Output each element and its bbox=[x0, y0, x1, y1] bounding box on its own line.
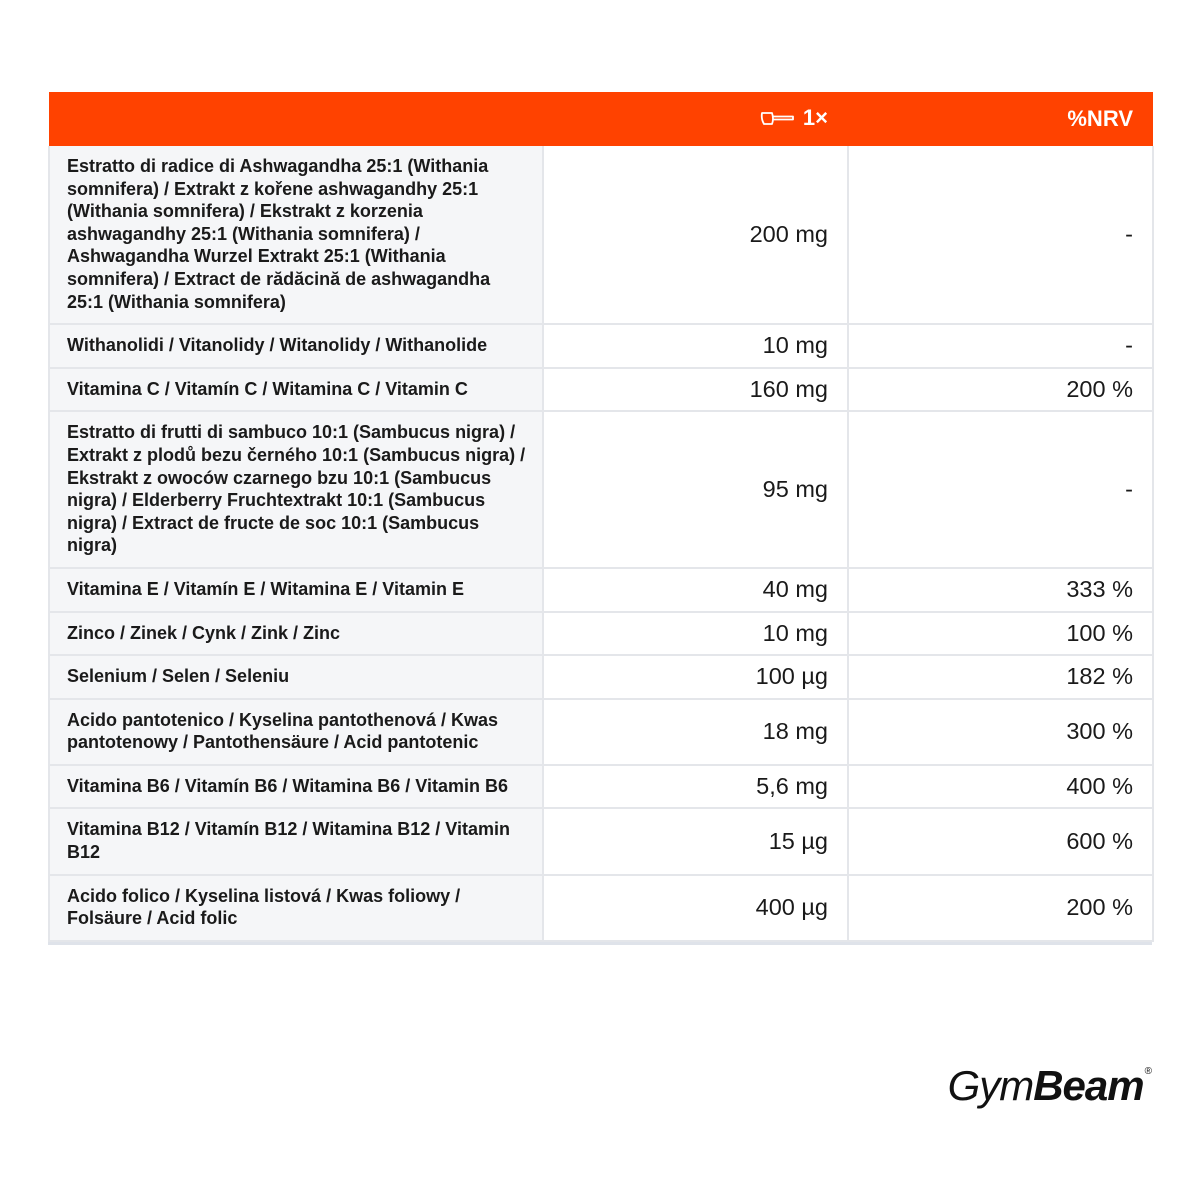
nrv-column-label: %NRV bbox=[1067, 106, 1133, 131]
logo-text-beam: Beam bbox=[1033, 1062, 1144, 1109]
dose-value-cell: 95 mg bbox=[543, 411, 848, 568]
table-row bbox=[49, 655, 1153, 699]
scoop-icon bbox=[759, 109, 795, 127]
ingredient-name-cell: Selenium / Selen / Seleniu bbox=[49, 655, 543, 699]
ingredient-name-cell: Vitamina C / Vitamín C / Witamina C / Vitamin C bbox=[49, 368, 543, 412]
ingredient-name-cell: Vitamina B6 / Vitamín B6 / Witamina B6 / Vitamin B6 bbox=[49, 765, 543, 809]
dose-column-label: 1× bbox=[802, 105, 828, 130]
dose-value-cell: 18 mg bbox=[543, 699, 848, 765]
ingredient-name-cell: Acido pantotenico / Kyselina pantothenová / Kwas pantotenowy / Pantothensäure / Acid pantotenic bbox=[49, 699, 543, 765]
nrv-value-cell: 333 % bbox=[848, 568, 1153, 612]
nrv-value-cell: 400 % bbox=[848, 765, 1153, 809]
table-header bbox=[49, 92, 1153, 146]
logo-text-gym: Gym bbox=[947, 1062, 1034, 1109]
table-row bbox=[49, 765, 1153, 809]
registered-mark: ® bbox=[1144, 1066, 1152, 1077]
dose-value-cell: 100 µg bbox=[543, 655, 848, 699]
dose-value-cell: 15 µg bbox=[543, 808, 848, 874]
table-row bbox=[49, 146, 1153, 324]
dose-value-cell: 5,6 mg bbox=[543, 765, 848, 809]
table-row bbox=[49, 324, 1153, 368]
dose-value-cell: 10 mg bbox=[543, 612, 848, 656]
nrv-value-cell: - bbox=[848, 146, 1153, 324]
table-body bbox=[49, 146, 1153, 941]
nutrition-table bbox=[48, 92, 1154, 942]
table-row bbox=[49, 612, 1153, 656]
nrv-value-cell: 182 % bbox=[848, 655, 1153, 699]
table-row bbox=[49, 699, 1153, 765]
gymbeam-logo bbox=[948, 1062, 1152, 1110]
table-row bbox=[49, 875, 1153, 941]
nrv-value-cell: 300 % bbox=[848, 699, 1153, 765]
ingredient-name-cell: Estratto di frutti di sambuco 10:1 (Sambucus nigra) / Extrakt z plodů bezu černého 10:1 (Sambucus nigra) / Ekstrakt z owoców czarnego bzu 10:1 (Sambucus nigra) / Elderberry Fruchtextrakt 10:1 (Sambucus nigra) / Extract de fructe de soc 10:1 (Sambucus nigra) bbox=[49, 411, 543, 568]
nrv-value-cell: 200 % bbox=[848, 875, 1153, 941]
header-ingredient-cell bbox=[49, 92, 543, 146]
dose-value-cell: 10 mg bbox=[543, 324, 848, 368]
ingredient-name-cell: Vitamina E / Vitamín E / Witamina E / Vitamin E bbox=[49, 568, 543, 612]
nrv-value-cell: 600 % bbox=[848, 808, 1153, 874]
dose-value-cell: 40 mg bbox=[543, 568, 848, 612]
table-row bbox=[49, 808, 1153, 874]
ingredient-name-cell: Estratto di radice di Ashwagandha 25:1 (Withania somnifera) / Extrakt z kořene ashwagandhy 25:1 (Withania somnifera) / Ekstrakt z korzenia ashwagandhy 25:1 (Withania somnifera) / Ashwagandha Wurzel Extrakt 25:1 (Withania somnifera) / Extract de rădăcină de ashwagandha 25:1 (Withania somnifera) bbox=[49, 146, 543, 324]
table-row bbox=[49, 568, 1153, 612]
nrv-value-cell: 100 % bbox=[848, 612, 1153, 656]
nrv-value-cell: - bbox=[848, 411, 1153, 568]
ingredient-name-cell: Zinco / Zinek / Cynk / Zink / Zinc bbox=[49, 612, 543, 656]
nutrition-table-wrapper bbox=[48, 92, 1152, 945]
nrv-value-cell: - bbox=[848, 324, 1153, 368]
nrv-value-cell: 200 % bbox=[848, 368, 1153, 412]
header-row bbox=[49, 92, 1153, 146]
table-row bbox=[49, 368, 1153, 412]
ingredient-name-cell: Vitamina B12 / Vitamín B12 / Witamina B12 / Vitamin B12 bbox=[49, 808, 543, 874]
ingredient-name-cell: Withanolidi / Vitanolidy / Witanolidy / Withanolide bbox=[49, 324, 543, 368]
ingredient-name-cell: Acido folico / Kyselina listová / Kwas foliowy / Folsäure / Acid folic bbox=[49, 875, 543, 941]
table-row bbox=[49, 411, 1153, 568]
dose-value-cell: 400 µg bbox=[543, 875, 848, 941]
dose-value-cell: 200 mg bbox=[543, 146, 848, 324]
dose-value-cell: 160 mg bbox=[543, 368, 848, 412]
header-dose-cell bbox=[543, 92, 848, 146]
